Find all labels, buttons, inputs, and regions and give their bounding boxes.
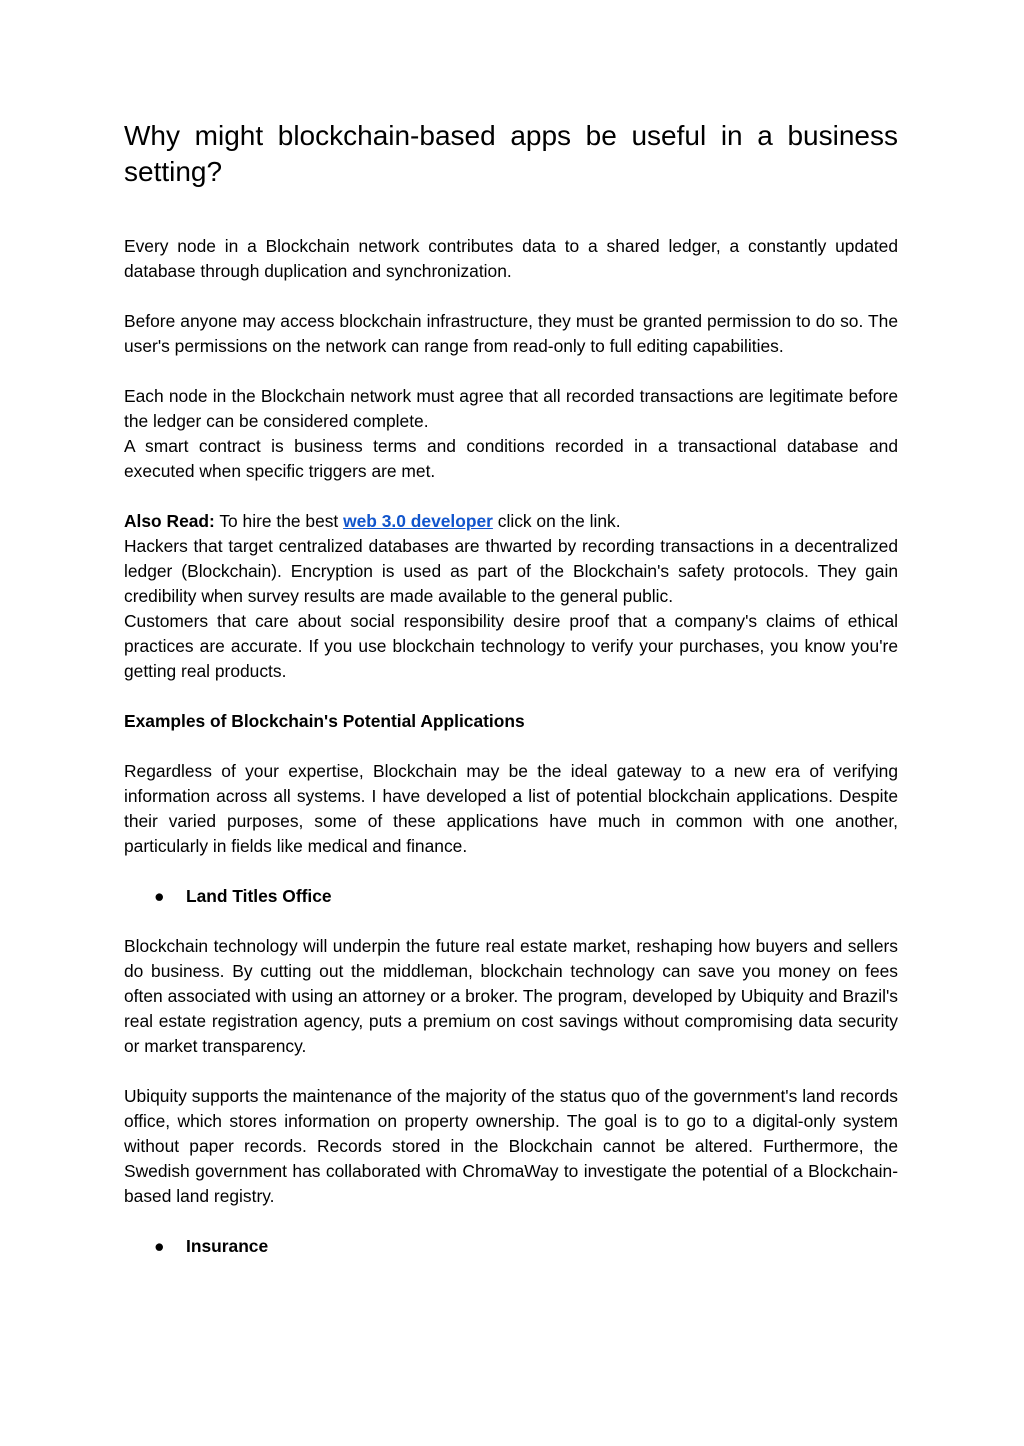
spacer <box>124 859 898 884</box>
bullet-label: Land Titles Office <box>186 886 332 906</box>
spacer <box>124 1059 898 1084</box>
spacer <box>124 1209 898 1234</box>
spacer <box>124 284 898 309</box>
bullet-label: Insurance <box>186 1236 269 1256</box>
paragraph-customers: Customers that care about social responsibility desire proof that a company's claims of ethical practices are accurate. If you use blockchain technology to verify your purchases, you know you're getting real products. <box>124 611 898 681</box>
section-heading-examples: Examples of Blockchain's Potential Applications <box>124 711 525 731</box>
also-read-label: Also Read: <box>124 511 215 531</box>
spacer <box>124 909 898 934</box>
paragraph-consensus: Each node in the Blockchain network must agree that all recorded transactions are legitimate before the ledger can be considered complete. <box>124 386 898 431</box>
paragraph-real-estate: Blockchain technology will underpin the future real estate market, reshaping how buyers and sellers do business. By cutting out the middleman, blockchain technology can save you money on fees often associated with using an attorney or a broker. The program, developed by Ubiquity and Brazil's real estate registration agency, puts a premium on cost savings without compromising data security or market transparency. <box>124 936 898 1056</box>
bullet-insurance <box>124 1234 898 1259</box>
paragraph-smart-contract: A smart contract is business terms and conditions recorded in a transactional database and executed when specific triggers are met. <box>124 436 898 481</box>
document-page <box>124 118 898 1259</box>
spacer <box>124 684 898 709</box>
spacer <box>124 484 898 509</box>
paragraph-permissions: Before anyone may access blockchain infrastructure, they must be granted permission to do so. The user's permissions on the network can range from read-only to full editing capabilities. <box>124 311 898 356</box>
paragraph-shared-ledger: Every node in a Blockchain network contributes data to a shared ledger, a constantly updated database through duplication and synchronization. <box>124 236 898 281</box>
also-read-suffix: click on the link. <box>492 511 621 531</box>
also-read-text: To hire the best <box>214 511 344 531</box>
paragraph-ubiquity: Ubiquity supports the maintenance of the majority of the status quo of the government's land records office, which stores information on property ownership. The goal is to go to a digital-only system without paper records. Records stored in the Blockchain cannot be altered. Furthermore, the Swedish government has collaborated with ChromaWay to investigate the potential of a Blockchain-based land registry. <box>124 1086 898 1206</box>
paragraph-also-read <box>124 509 898 534</box>
paragraph-hackers: Hackers that target centralized databases are thwarted by recording transactions in a decentralized ledger (Blockchain). Encryption is used as part of the Blockchain's safety protocols. They gain credibility when survey results are made available to the general public. <box>124 536 898 606</box>
spacer <box>124 359 898 384</box>
document-title: Why might blockchain-based apps be useful in a business setting? <box>124 120 898 187</box>
bullet-land-titles-office <box>124 884 898 909</box>
paragraph-expertise: Regardless of your expertise, Blockchain may be the ideal gateway to a new era of verifying information across all systems. I have developed a list of potential blockchain applications. Despite their varied purposes, some of these applications have much in common with one another, particularly in fields like medical and finance. <box>124 761 898 856</box>
web3-developer-link[interactable]: web 3.0 developer <box>343 511 493 531</box>
spacer <box>124 734 898 759</box>
bullet-icon: ● <box>154 886 165 906</box>
bullet-icon: ● <box>154 1236 165 1256</box>
